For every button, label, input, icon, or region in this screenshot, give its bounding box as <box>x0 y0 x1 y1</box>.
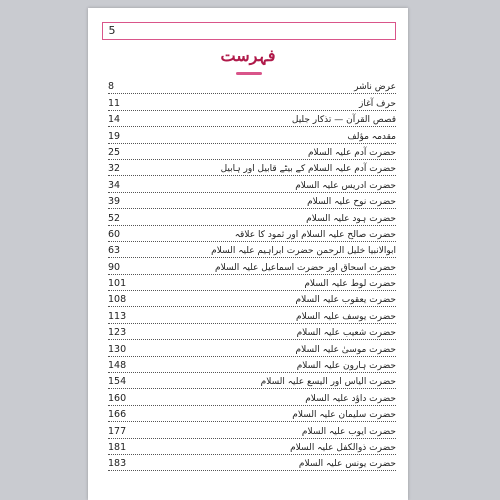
toc-row <box>108 275 396 291</box>
toc-row <box>108 111 396 127</box>
toc-row <box>108 340 396 356</box>
toc-page-number: 32 <box>108 163 121 175</box>
toc-page-number: 181 <box>108 441 127 453</box>
toc-row <box>108 127 396 143</box>
toc-title: حضرت موسیٰ علیہ السلام <box>295 344 396 355</box>
toc-title: حضرت آدم علیہ السلام <box>307 147 396 158</box>
toc-row <box>108 324 396 340</box>
toc-page-number: 34 <box>108 179 121 191</box>
toc-page-number: 113 <box>108 310 127 322</box>
toc-page-number: 25 <box>108 146 121 158</box>
toc-page-number: 148 <box>108 360 127 372</box>
toc-page-number: 60 <box>108 228 121 240</box>
toc-title: حضرت لوط علیہ السلام <box>304 279 396 290</box>
toc-title: حضرت نوح علیہ السلام <box>307 197 396 208</box>
header-frame <box>102 22 396 40</box>
toc-page-number: 183 <box>108 458 127 470</box>
toc-title: حضرت آدم علیہ السلام کے بیٹے قابیل اور ہابیل <box>220 164 396 175</box>
toc-page-number: 130 <box>108 343 127 355</box>
toc-title: حضرت ذوالکفل علیہ السلام <box>290 442 396 453</box>
toc-row <box>108 258 396 274</box>
toc-page-number: 63 <box>108 245 121 257</box>
toc-title: ابوالانبیا خلیل الرحمن حضرت ابراہیم علیہ السلام <box>211 246 396 257</box>
toc-title: مقدمہ مؤلف <box>347 131 396 142</box>
toc-title: حضرت صالح علیہ السلام اور ثمود کا علاقہ <box>234 229 396 240</box>
toc-page-number: 8 <box>108 81 115 93</box>
title-underline <box>236 72 262 75</box>
page-number: 5 <box>108 24 116 37</box>
toc-row <box>108 307 396 323</box>
toc-page-number: 108 <box>108 294 127 306</box>
toc-row <box>108 242 396 258</box>
toc-title: حضرت اسحاق اور حضرت اسماعیل علیہ السلام <box>215 262 396 273</box>
toc-row <box>108 160 396 176</box>
toc-page-number: 52 <box>108 212 121 224</box>
toc-page-number: 177 <box>108 425 127 437</box>
toc-title: حضرت یعقوب علیہ السلام <box>295 295 396 306</box>
toc-title: قصص القرآن — تذکار جلیل <box>291 115 396 126</box>
toc-row <box>108 176 396 192</box>
toc-title: حضرت ایوب علیہ السلام <box>301 426 396 437</box>
toc-row <box>108 406 396 422</box>
toc-row <box>108 78 396 94</box>
toc-title: حضرت شعیب علیہ السلام <box>296 328 396 339</box>
toc-title: عرض ناشر <box>354 82 396 93</box>
toc-page-number: 154 <box>108 376 127 388</box>
toc-title: حضرت ادریس علیہ السلام <box>295 180 396 191</box>
toc-page-number: 11 <box>108 97 121 109</box>
toc-page-number: 39 <box>108 196 121 208</box>
toc-row <box>108 209 396 225</box>
toc-row <box>108 422 396 438</box>
toc-row <box>108 357 396 373</box>
toc-title: حضرت یونس علیہ السلام <box>298 459 396 470</box>
toc-row <box>108 291 396 307</box>
toc-title: حضرت داؤد علیہ السلام <box>305 393 396 404</box>
toc-page-number: 14 <box>108 114 121 126</box>
table-of-contents <box>108 78 396 471</box>
toc-page-number: 101 <box>108 278 127 290</box>
toc-page-number: 160 <box>108 392 127 404</box>
toc-row <box>108 455 396 471</box>
page-title: فہرست <box>220 46 276 65</box>
toc-row <box>108 193 396 209</box>
toc-title: حضرت ہود علیہ السلام <box>306 213 396 224</box>
toc-page-number: 19 <box>108 130 121 142</box>
book-page <box>88 8 408 500</box>
toc-row <box>108 389 396 405</box>
toc-page-number: 166 <box>108 409 127 421</box>
toc-row <box>108 94 396 110</box>
toc-row <box>108 144 396 160</box>
toc-row <box>108 226 396 242</box>
toc-page-number: 90 <box>108 261 121 273</box>
toc-title: حضرت یوسف علیہ السلام <box>296 311 396 322</box>
toc-title: حرف آغاز <box>358 98 396 109</box>
toc-row <box>108 373 396 389</box>
toc-title: حضرت الیاس اور الیسع علیہ السلام <box>260 377 396 388</box>
toc-page-number: 123 <box>108 327 127 339</box>
toc-row <box>108 439 396 455</box>
toc-title: حضرت ہارون علیہ السلام <box>296 361 396 372</box>
toc-title: حضرت سلیمان علیہ السلام <box>292 410 396 421</box>
